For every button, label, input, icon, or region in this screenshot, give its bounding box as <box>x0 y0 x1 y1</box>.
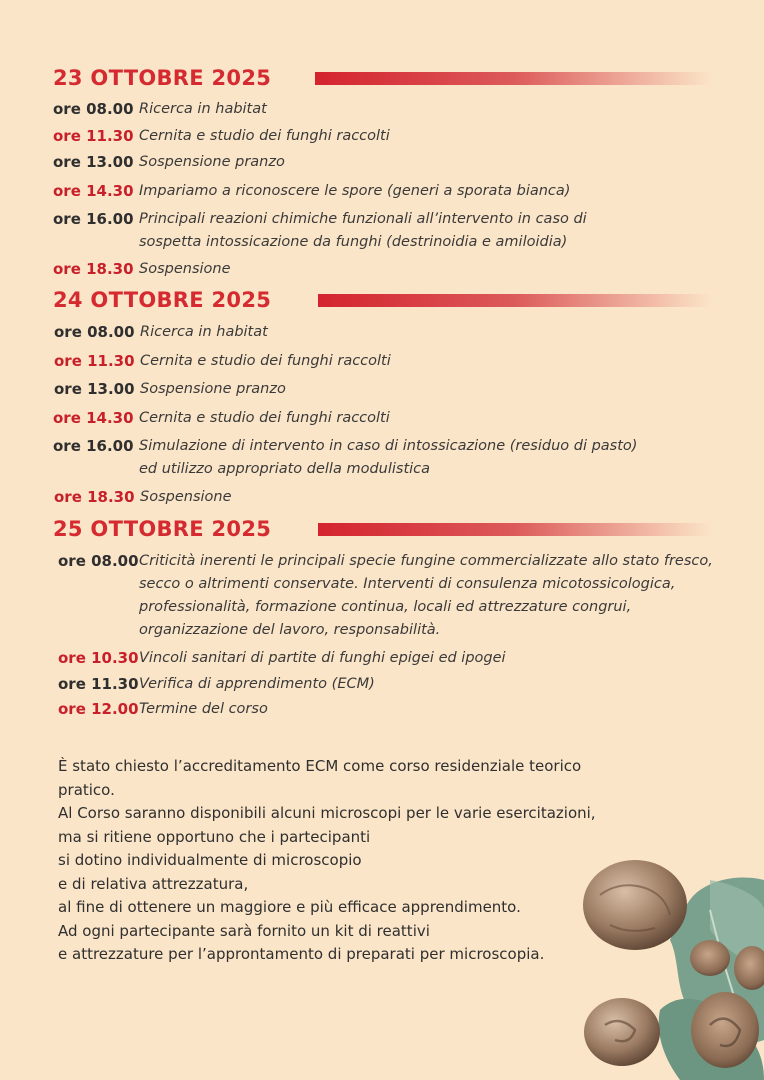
schedule-time: ore 08.00 <box>53 100 134 118</box>
day-title: 25 OTTOBRE 2025 <box>53 517 272 541</box>
schedule-time: ore 11.30 <box>53 127 134 145</box>
schedule-description: professionalità, formazione continua, locali ed attrezzature congrui, <box>139 599 632 615</box>
note-line: al fine di ottenere un maggiore e più efficace apprendimento. <box>58 898 521 916</box>
note-line: ma si ritiene opportuno che i partecipanti <box>58 827 371 846</box>
schedule-time: ore 11.30 <box>54 352 135 370</box>
schedule-description: Verifica di apprendimento (ECM) <box>139 676 375 692</box>
day-header-2 <box>0 288 764 318</box>
note-line: e di relativa attrezzatura, <box>58 874 249 893</box>
schedule-time: ore 16.00 <box>53 210 134 228</box>
note-line: Ad ogni partecipante sarà fornito un kit di reattivi <box>58 921 430 940</box>
schedule-description: Simulazione di intervento in caso di intossicazione (residuo di pasto) <box>139 438 638 454</box>
schedule-description: Sospensione <box>140 489 232 505</box>
schedule-description: Impariamo a riconoscere le spore (generi a sporata bianca) <box>139 183 571 199</box>
day-title: 24 OTTOBRE 2025 <box>53 288 272 312</box>
day-header-1 <box>0 66 764 96</box>
schedule-description: secco o altrimenti conservate. Interventi di consulenza micotossicologica, <box>139 576 676 592</box>
schedule-time: ore 18.30 <box>53 260 134 278</box>
schedule-time: ore 11.30 <box>58 675 139 693</box>
schedule-description: Cernita e studio dei funghi raccolti <box>140 353 391 369</box>
schedule-description: organizzazione del lavoro, responsabilità. <box>139 622 441 638</box>
schedule-description: Sospensione pranzo <box>139 154 285 170</box>
note-line: È stato chiesto l’accreditamento ECM come corso residenziale teorico <box>58 757 582 775</box>
schedule-time: ore 18.30 <box>54 488 135 506</box>
schedule-description: sospetta intossicazione da funghi (destrinoidia e amiloidia) <box>139 234 568 250</box>
course-notes <box>58 755 618 967</box>
schedule-time: ore 13.00 <box>54 380 135 398</box>
note-line: pratico. <box>58 780 115 799</box>
day-divider-bar <box>318 523 712 536</box>
schedule-time: ore 14.30 <box>53 409 134 427</box>
schedule-description: Sospensione <box>139 261 231 277</box>
schedule-description: Criticità inerenti le principali specie fungine commercializzate allo stato fresco, <box>139 553 713 569</box>
schedule-description: Ricerca in habitat <box>139 101 267 117</box>
schedule-description: Termine del corso <box>139 701 268 717</box>
day-divider-bar <box>315 72 712 85</box>
note-line: si dotino individualmente di microscopio <box>58 851 362 869</box>
schedule-description: Vincoli sanitari di partite di funghi epigei ed ipogei <box>139 650 506 666</box>
schedule-description: Sospensione pranzo <box>140 381 286 397</box>
schedule-time: ore 16.00 <box>53 437 134 455</box>
schedule-description: Ricerca in habitat <box>140 324 268 340</box>
day-title: 23 OTTOBRE 2025 <box>53 66 272 90</box>
schedule-time: ore 08.00 <box>58 552 139 570</box>
schedule-time: ore 13.00 <box>53 153 134 171</box>
schedule-time: ore 10.30 <box>58 649 139 667</box>
schedule-description: Cernita e studio dei funghi raccolti <box>139 128 390 144</box>
schedule-time: ore 12.00 <box>58 700 139 718</box>
schedule-description: Cernita e studio dei funghi raccolti <box>139 410 390 426</box>
truffles-decoration-image <box>560 840 764 1080</box>
schedule-time: ore 08.00 <box>54 323 135 341</box>
schedule-description: ed utilizzo appropriato della modulistica <box>139 461 431 477</box>
note-line: Al Corso saranno disponibili alcuni microscopi per le varie esercitazioni, <box>58 804 596 822</box>
schedule-time: ore 14.30 <box>53 182 134 200</box>
schedule-description: Principali reazioni chimiche funzionali all’intervento in caso di <box>139 211 587 227</box>
note-line: e attrezzature per l’approntamento di preparati per microscopia. <box>58 945 545 963</box>
day-header-3 <box>0 517 764 547</box>
day-divider-bar <box>318 294 712 307</box>
